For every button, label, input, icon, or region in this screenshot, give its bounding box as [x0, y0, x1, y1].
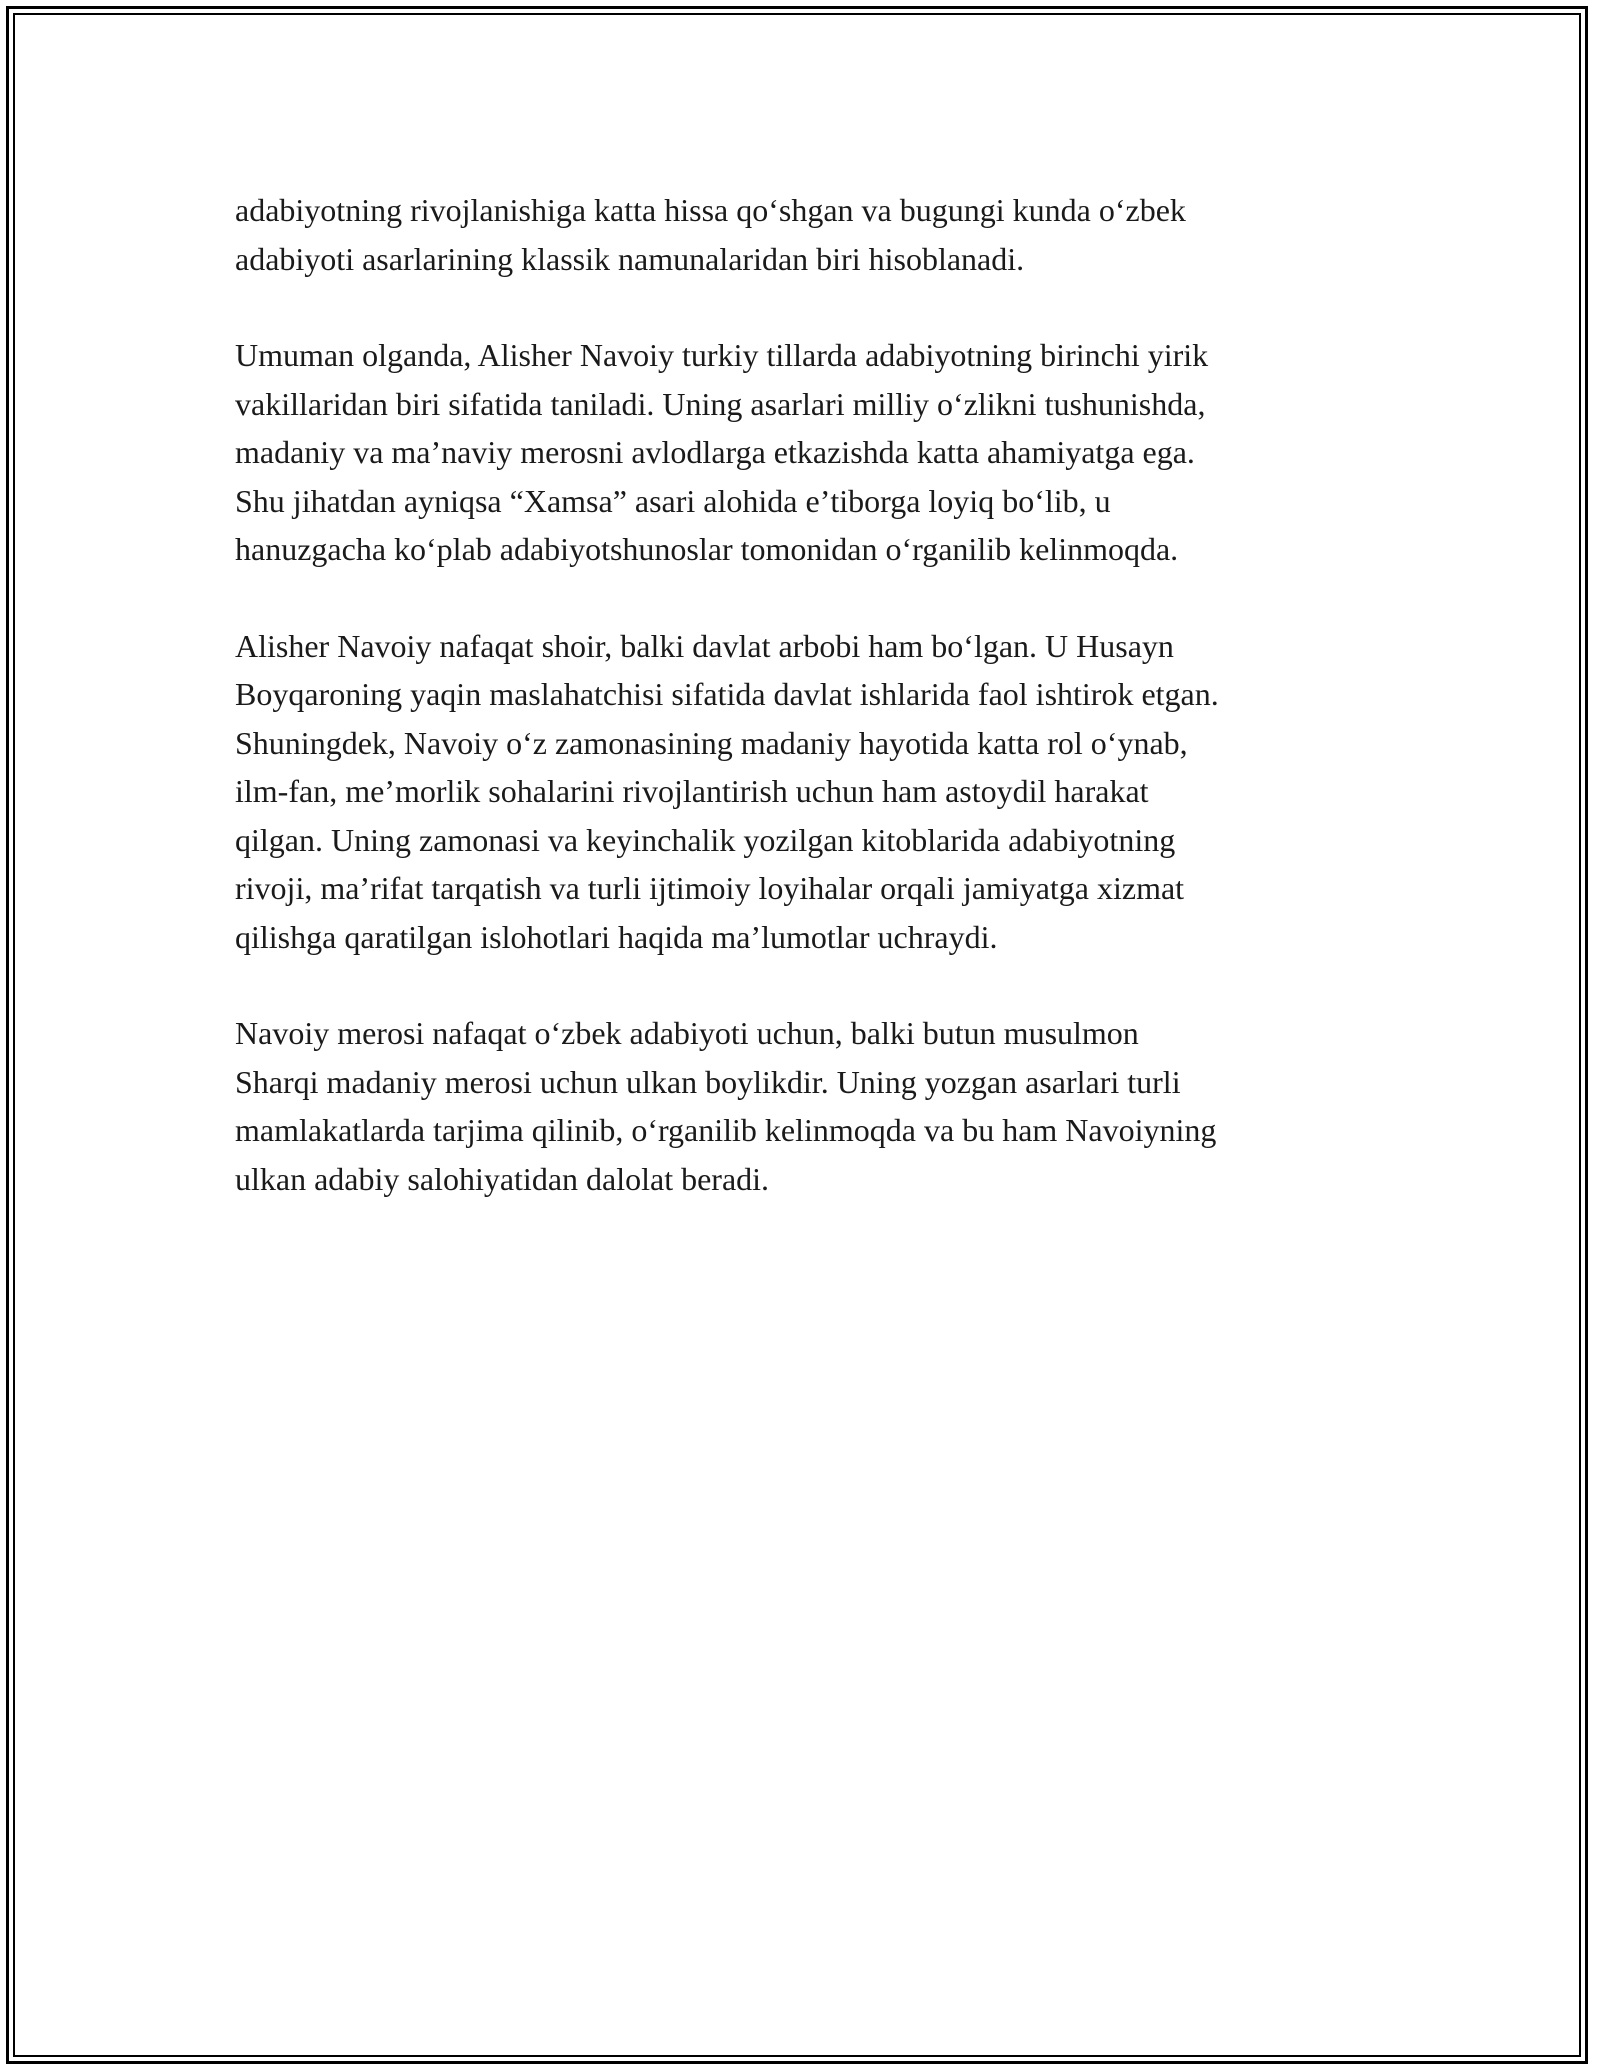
text-line: adabiyoti asarlarining klassik namunalaridan biri hisoblanadi.: [235, 240, 1025, 277]
text-line: Shuningdek, Navoiy oʻz zamonasining madaniy hayotida katta rol oʻynab,: [235, 724, 1188, 761]
text-line: Boyqaroning yaqin maslahatchisi sifatida davlat ishlarida faol ishtirok etgan.: [235, 676, 1219, 712]
text-line: adabiyotning rivojlanishiga katta hissa qoʻshgan va bugungi kunda oʻzbek: [235, 192, 1186, 228]
text-line: madaniy va maʼnaviy merosni avlodlarga etkazishda katta ahamiyatga ega.: [235, 434, 1195, 470]
paragraph-1: [235, 186, 1375, 283]
text-line: vakillaridan biri sifatida taniladi. Uning asarlari milliy oʻzlikni tushunishda,: [235, 385, 1206, 422]
text-line: Alisher Navoiy nafaqat shoir, balki davlat arbobi ham boʻlgan. U Husayn: [235, 627, 1174, 664]
text-line: Umuman olganda, Alisher Navoiy turkiy tillarda adabiyotning birinchi yirik: [235, 337, 1209, 373]
text-line: mamlakatlarda tarjima qilinib, oʻrganilib kelinmoqda va bu ham Navoiyning: [235, 1112, 1217, 1148]
text-line: qilishga qaratilgan islohotlari haqida maʼlumotlar uchraydi.: [235, 918, 998, 955]
paragraph-3: [235, 622, 1375, 962]
text-line: hanuzgacha koʻplab adabiyotshunoslar tomonidan oʻrganilib kelinmoqda.: [235, 531, 1179, 567]
text-line: rivoji, maʼrifat tarqatish va turli ijtimoiy loyihalar orqali jamiyatga xizmat: [235, 870, 1185, 906]
document-body: [235, 186, 1375, 1251]
text-line: qilgan. Uning zamonasi va keyinchalik yozilgan kitoblarida adabiyotning: [235, 821, 1176, 858]
text-line: Shu jihatdan ayniqsa “Xamsa” asari alohida eʼtiborga loyiq boʻlib, u: [235, 482, 1111, 519]
text-line: ulkan adabiy salohiyatidan dalolat beradi.: [235, 1160, 770, 1197]
text-line: Sharqi madaniy merosi uchun ulkan boylikdir. Uning yozgan asarlari turli: [235, 1063, 1181, 1100]
paragraph-2: [235, 331, 1375, 574]
text-line: ilm-fan, meʼmorlik sohalarini rivojlantirish uchun ham astoydil harakat: [235, 773, 1149, 809]
text-line: Navoiy merosi nafaqat oʻzbek adabiyoti uchun, balki butun musulmon: [235, 1015, 1139, 1051]
paragraph-4: [235, 1009, 1375, 1203]
